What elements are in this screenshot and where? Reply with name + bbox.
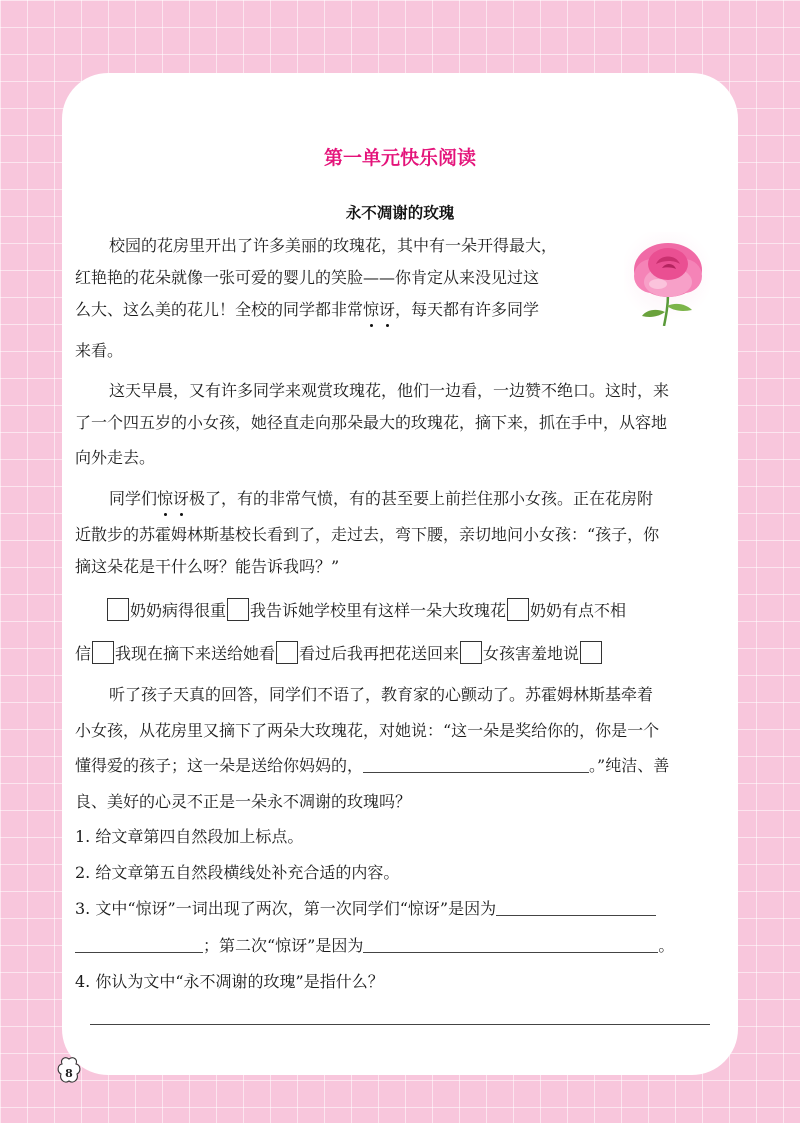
- question-2: 2. 给文章第五自然段横线处补充合适的内容。: [75, 863, 400, 882]
- para1-line3-rest: ，每天都有许多同学: [395, 300, 540, 319]
- rose-illustration: [624, 232, 710, 326]
- para4-segment-1: 奶奶病得很重: [130, 601, 227, 620]
- question-3-end: 。: [658, 936, 675, 955]
- para5-line2: 小女孩，从花房里又摘下了两朵大玫瑰花，对她说：“这一朵是奖给你的，你是一个: [75, 721, 660, 740]
- para4-segment-4: 信: [75, 644, 92, 663]
- para4-segment-5: 我现在摘下来送给她看: [115, 644, 276, 663]
- para4-line1: [106, 598, 626, 621]
- punctuation-box-4[interactable]: [92, 641, 114, 664]
- para3-line1-text: 同学们: [109, 489, 158, 508]
- question-3-blank-3[interactable]: [363, 936, 658, 953]
- page-number: 8: [65, 1067, 73, 1080]
- story-title: 永不凋谢的玫瑰: [345, 204, 455, 222]
- para5-line3-rest: 。”纯洁、善: [589, 756, 670, 775]
- para5-line3-text: 懂得爱的孩子；这一朵是送给你妈妈的，: [75, 756, 364, 775]
- emphasis-char-jing: 惊: [363, 300, 380, 319]
- para3-line3: 摘这朵花是干什么呀？能告诉我吗？”: [75, 557, 340, 576]
- para5-line1: 听了孩子天真的回答，同学们不语了，教育家的心颤动了。苏霍姆林斯基牵着: [109, 685, 654, 704]
- punctuation-box-2[interactable]: [227, 598, 249, 621]
- rose-icon: [624, 232, 710, 326]
- para2-line2: 了一个四五岁的小女孩，她径直走向那朵最大的玫瑰花，摘下来，抓在手中，从容地: [75, 413, 668, 432]
- para1-line4: 来看。: [75, 341, 124, 360]
- para1-line3: [75, 300, 539, 320]
- page-number-badge: [56, 1055, 82, 1085]
- question-1: 1. 给文章第四自然段加上标点。: [75, 827, 304, 846]
- punctuation-box-3[interactable]: [507, 598, 529, 621]
- para4-segment-3: 奶奶有点不相: [530, 601, 627, 620]
- emphasis-char-jing-2: 惊: [157, 489, 174, 508]
- para4-segment-7: 女孩害羞地说: [483, 644, 580, 663]
- punctuation-box-5[interactable]: [276, 641, 298, 664]
- para5-line4: 良、美好的心灵不正是一朵永不凋谢的玫瑰吗？: [75, 792, 412, 811]
- unit-title: 第一单元快乐阅读: [323, 147, 476, 169]
- para1-line3-text: 么大、这么美的花儿！全校的同学都非常: [75, 300, 364, 319]
- punctuation-box-7[interactable]: [580, 641, 602, 664]
- para3-line1-rest: 极了，有的非常气愤，有的甚至要上前拦住那小女孩。正在花房附: [189, 489, 654, 508]
- question-3-second-text: ；第二次“惊讶”是因为: [203, 936, 364, 955]
- punctuation-box-1[interactable]: [107, 598, 129, 621]
- emphasis-char-ya: 讶: [379, 300, 396, 319]
- question-3-cont: [75, 936, 674, 956]
- para5-line3: [75, 756, 669, 776]
- para1-line1: 校园的花房里开出了许多美丽的玫瑰花，其中有一朵开得最大，: [109, 236, 558, 255]
- question-4-answer-line[interactable]: [90, 1024, 710, 1025]
- para3-line2: 近散步的苏霍姆林斯基校长看到了，走过去，弯下腰，亲切地问小女孩：“孩子，你: [75, 525, 660, 544]
- para4-segment-6: 看过后我再把花送回来: [299, 644, 460, 663]
- question-3-blank-2[interactable]: [75, 936, 203, 953]
- punctuation-box-6[interactable]: [460, 641, 482, 664]
- para3-line1: [109, 489, 653, 509]
- para4-segment-2: 我告诉她学校里有这样一朵大玫瑰花: [250, 601, 507, 620]
- para2-line3: 向外走去。: [75, 448, 156, 467]
- para1-line2: 红艳艳的花朵就像一张可爱的婴儿的笑脸——你肯定从来没见过这: [75, 268, 540, 287]
- question-4: 4. 你认为文中“永不凋谢的玫瑰”是指什么？: [75, 972, 384, 991]
- question-3: [75, 899, 656, 919]
- question-3-text: 3. 文中“惊讶”一词出现了两次，第一次同学们“惊讶”是因为: [75, 899, 497, 918]
- para5-answer-blank[interactable]: [363, 756, 589, 773]
- question-3-blank-1[interactable]: [496, 899, 656, 916]
- para2-line1: 这天早晨，又有许多同学来观赏玫瑰花，他们一边看，一边赞不绝口。这时，来: [109, 381, 670, 400]
- para4-line2: [75, 641, 603, 664]
- emphasis-char-ya-2: 讶: [173, 489, 190, 508]
